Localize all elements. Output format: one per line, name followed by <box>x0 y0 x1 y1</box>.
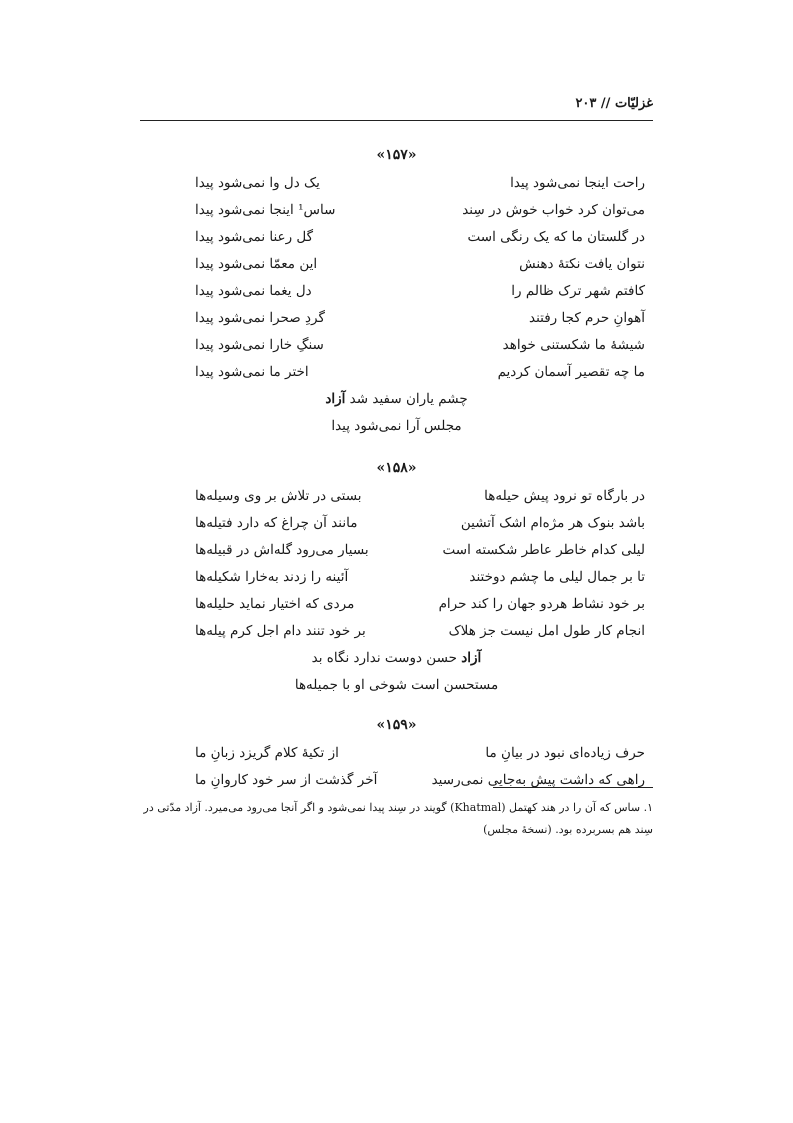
final-couplet-first-line <box>140 386 653 413</box>
couplet <box>140 170 653 197</box>
hemistich-second: یک دل وا نمی‌شود پیدا <box>195 175 320 191</box>
poem-159 <box>140 716 653 794</box>
final-couplet-second-line: مستحسن است شوخی او با جمیله‌ها <box>294 677 499 693</box>
hemistich-first: کافتم شهر ترک ظالم را <box>511 283 645 299</box>
couplet <box>140 224 653 251</box>
hemistich-first: حرف زیاده‌ای نبود در بیانِ ما <box>485 745 645 761</box>
poet-pen-name: آزاد <box>461 650 482 666</box>
hemistich-first: آهوانِ حرم کجا رفتند <box>529 310 645 326</box>
poem-number: «۱۵۹» <box>376 717 417 733</box>
hemistich-first: تا بر جمال لیلی ما چشم دوختند <box>469 569 645 585</box>
hemistich-first: باشد بنوک هر مژه‌ام اشک آتشین <box>460 515 645 531</box>
couplet <box>140 359 653 386</box>
final-line-text: چشم یاران سفید شد <box>345 391 468 407</box>
hemistich-first: ما چه تقصیر آسمان کردیم <box>497 364 645 380</box>
couplet <box>140 767 653 794</box>
footnote-rule <box>493 787 653 788</box>
hemistich-second: سنگِ خارا نمی‌شود پیدا <box>195 337 324 353</box>
poem-158 <box>140 459 653 699</box>
couplet <box>140 740 653 767</box>
couplet <box>140 564 653 591</box>
couplet <box>140 332 653 359</box>
hemistich-second: مردی که اختیار نماید حلیله‌ها <box>195 596 355 612</box>
hemistich-second: مانند آن چراغ که دارد فتیله‌ها <box>195 515 358 531</box>
hemistich-second: گل رعنا نمی‌شود پیدا <box>195 229 314 245</box>
couplet <box>140 278 653 305</box>
running-head: غزلیّات // ۲۰۳ <box>575 96 653 111</box>
final-couplet-first-line <box>140 645 653 672</box>
couplet <box>140 591 653 618</box>
couplet <box>140 537 653 564</box>
hemistich-second: بسیار می‌رود گله‌اش در قبیله‌ها <box>195 542 369 558</box>
hemistich-first: بر خود نشاط هردو جهان را کند حرام <box>438 596 645 612</box>
couplet <box>140 618 653 645</box>
hemistich-second: بر خود تنند دام اجل کرم پیله‌ها <box>195 623 366 639</box>
hemistich-second: از تکیهٔ کلام گریزد زبانِ ما <box>195 745 339 761</box>
couplet <box>140 510 653 537</box>
hemistich-second: گردِ صحرا نمی‌شود پیدا <box>195 310 325 326</box>
hemistich-second: دل یغما نمی‌شود پیدا <box>195 283 312 299</box>
couplet <box>140 305 653 332</box>
hemistich-first: نتوان یافت نکتهٔ دهنش <box>519 256 645 272</box>
hemistich-second: این معمّا نمی‌شود پیدا <box>195 256 318 272</box>
hemistich-second: اختر ما نمی‌شود پیدا <box>195 364 309 380</box>
final-line-text: حسن دوست ندارد نگاه بد <box>311 650 462 666</box>
hemistich-second: آخر گذشت از سر خود کاروانِ ما <box>195 772 378 788</box>
hemistich-second: بستی در تلاش بر وی وسیله‌ها <box>195 488 362 504</box>
hemistich-first: راحت اینجا نمی‌شود پیدا <box>510 175 645 191</box>
hemistich-first: راهی که داشت پیش به‌جایی نمی‌رسید <box>431 772 645 788</box>
final-couplet-second-line: مجلس آرا نمی‌شود پیدا <box>331 418 462 434</box>
poem-number: «۱۵۷» <box>376 147 417 163</box>
hemistich-second: ساس¹ اینجا نمی‌شود پیدا <box>195 202 336 218</box>
poem-number: «۱۵۸» <box>376 460 417 476</box>
hemistich-first: در گلستان ما که یک رنگی است <box>467 229 645 245</box>
hemistich-first: در بارگاه تو نرود پیش حیله‌ها <box>484 488 645 504</box>
poet-pen-name: آزاد <box>325 391 346 407</box>
couplet <box>140 483 653 510</box>
header-rule <box>140 120 653 121</box>
footnote: ۱. ساس که آن را در هند کهتمل (Khatmal) گویند در سِند پیدا نمی‌شود و اگر آنجا می‌رود می‌میرد. آزاد مدّتی در سِند هم بسربرده بود. (نسخهٔ مجلس) <box>143 801 653 836</box>
poem-157 <box>140 146 653 440</box>
hemistich-first: انجام کار طول امل نیست جز هلاک <box>448 623 645 639</box>
hemistich-first: لیلی کدام خاطر عاطر شکسته است <box>442 542 645 558</box>
hemistich-first: شیشهٔ ما شکستنی خواهد <box>502 337 645 353</box>
couplet <box>140 197 653 224</box>
hemistich-first: می‌توان کرد خواب خوش در سِند <box>462 202 645 218</box>
hemistich-second: آئینه را زدند به‌خارا شکیله‌ها <box>195 569 349 585</box>
couplet <box>140 251 653 278</box>
